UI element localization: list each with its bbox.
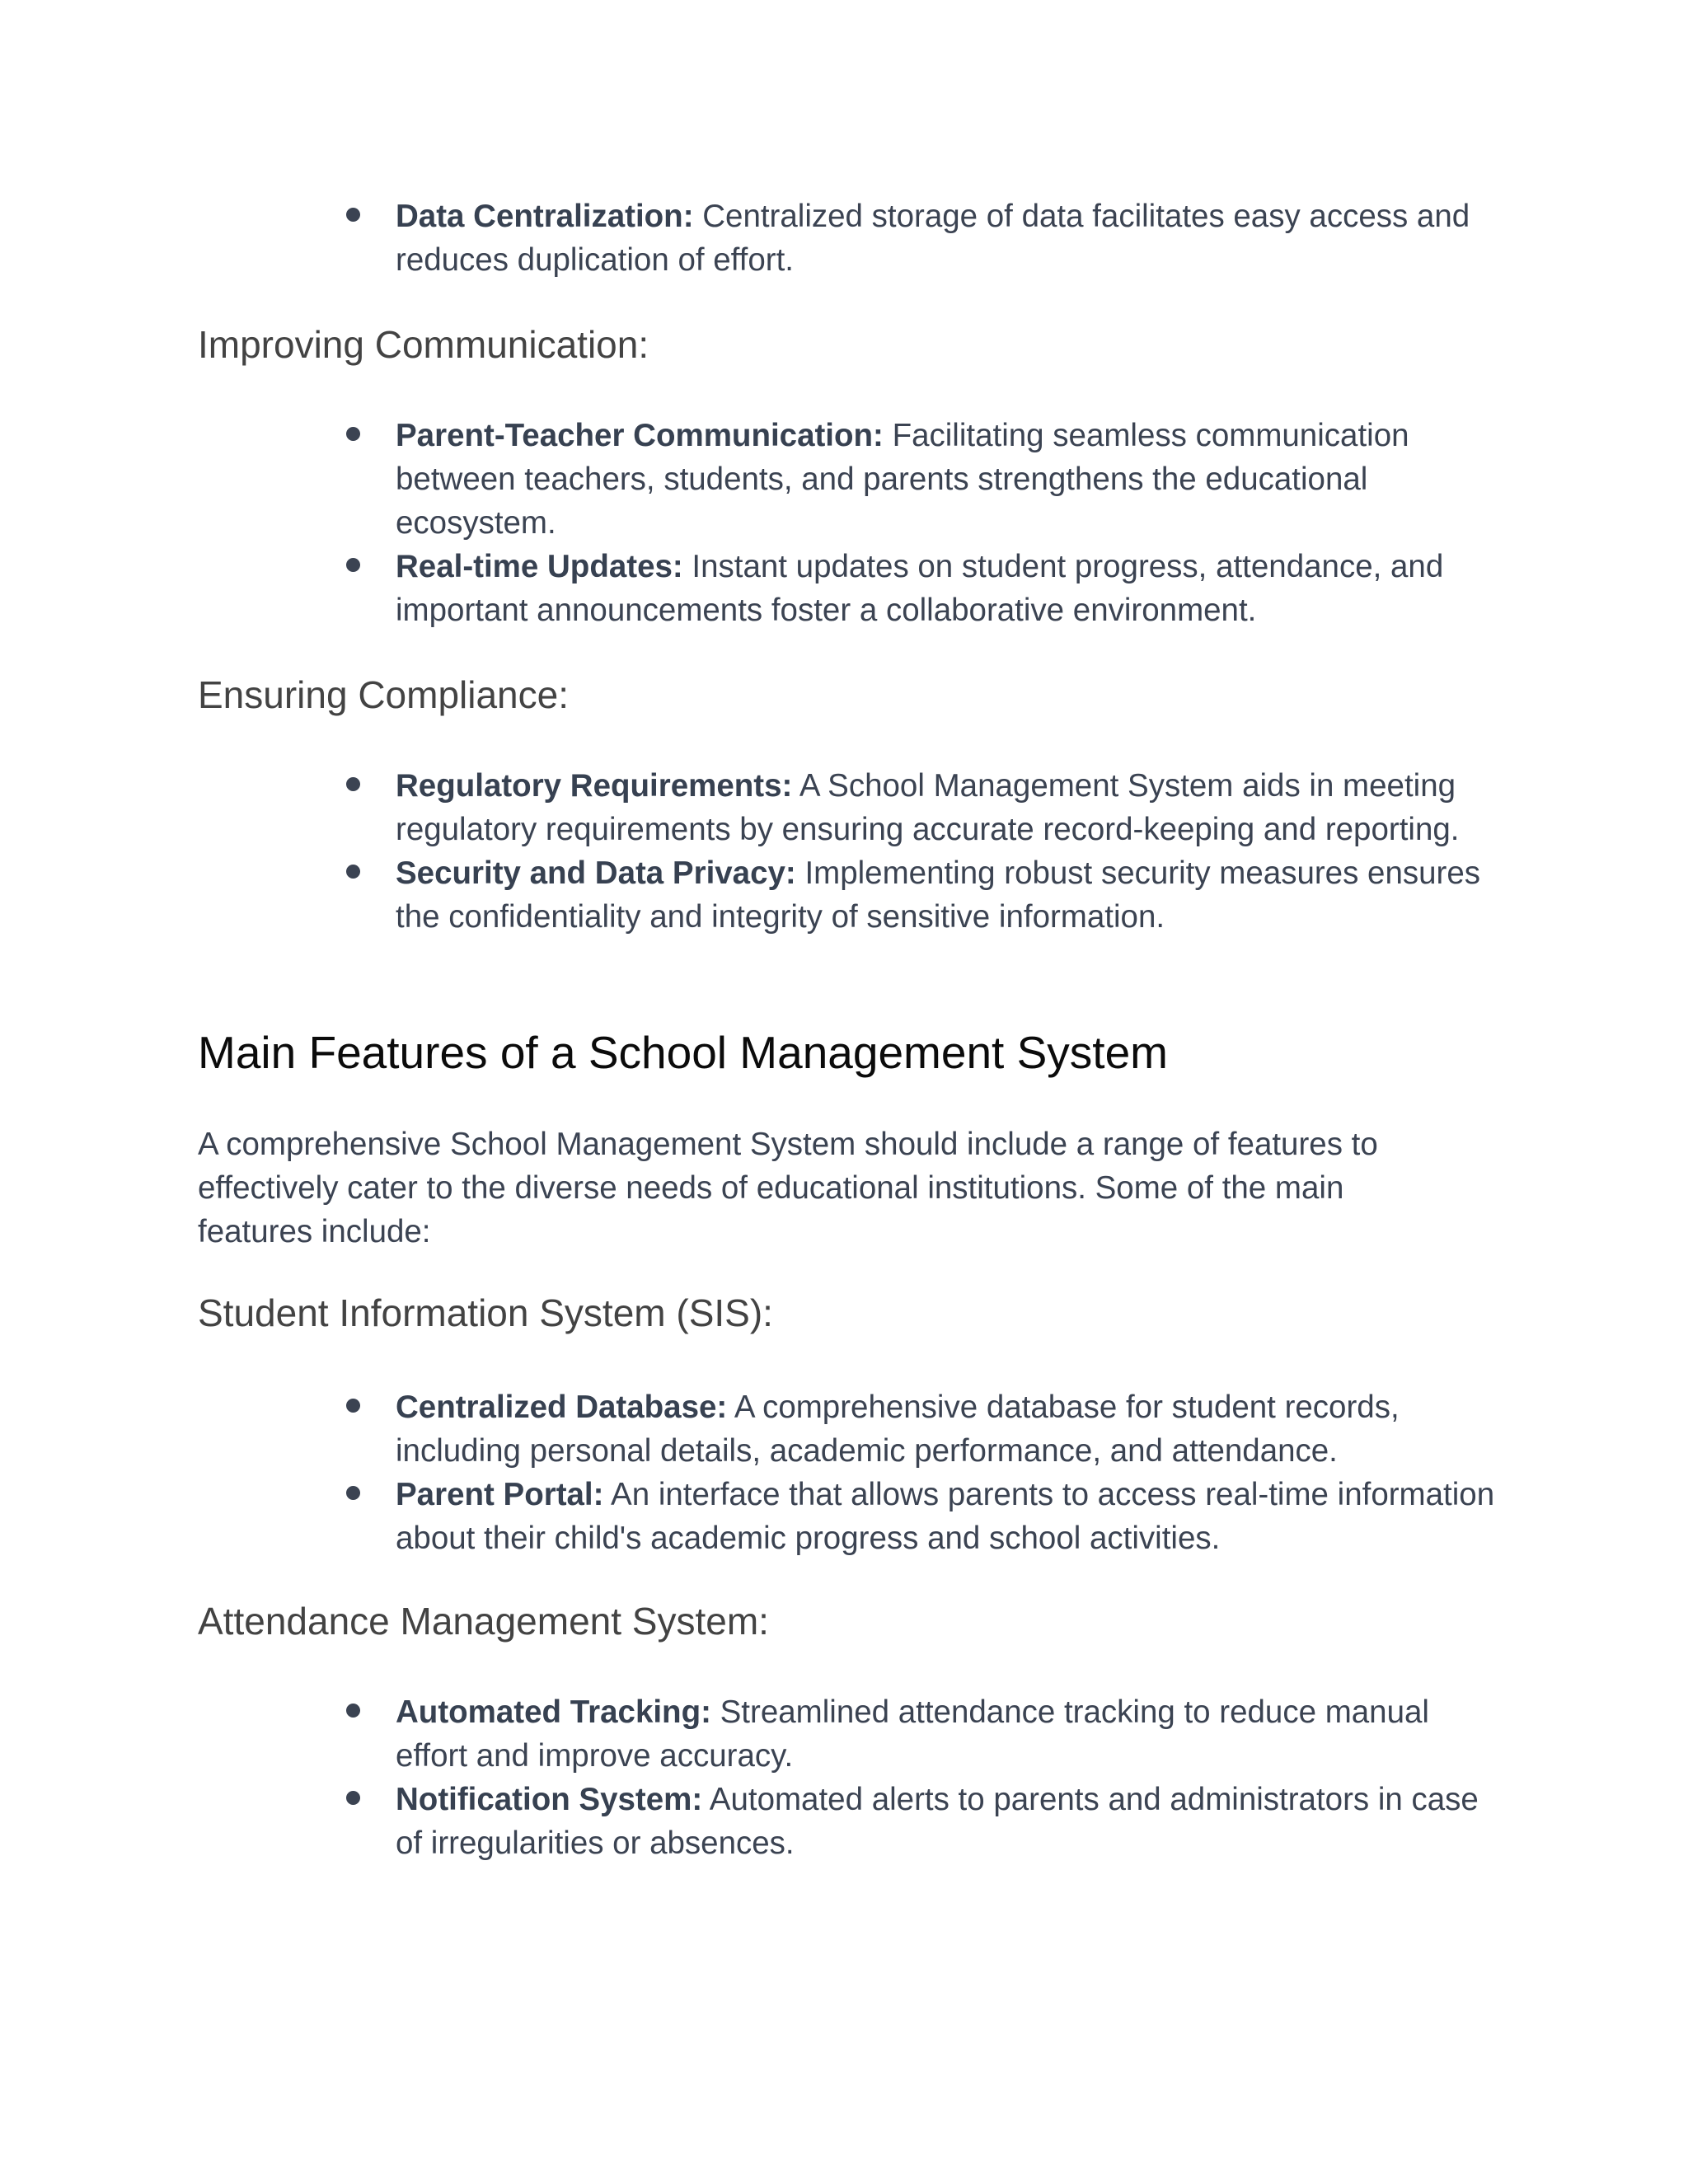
- improving-communication-list: [346, 414, 1500, 632]
- attendance-heading: Attendance Management System:: [198, 1600, 769, 1643]
- list-item-text: Automated alerts to parents and administrators in case of irregularities or absences.: [396, 1782, 1479, 1861]
- list-item-text: A comprehensive database for student records, including personal details, academic performance, and attendance.: [396, 1390, 1400, 1469]
- bullet-icon: [346, 777, 360, 791]
- list-item: [346, 851, 1500, 939]
- main-features-paragraph-block: [198, 1122, 1467, 1254]
- list-item-text: A School Management System aids in meeting regulatory requirements by ensuring accurate record-keeping and reporting.: [396, 768, 1460, 847]
- list-item: [346, 414, 1500, 545]
- sis-list: [346, 1385, 1500, 1560]
- attendance-heading-block: [198, 1599, 1492, 1643]
- list-item-text: An interface that allows parents to access real-time information about their child's academic progress and school activities.: [396, 1477, 1495, 1556]
- list-item-term: Parent-Teacher Communication:: [396, 418, 884, 453]
- improving-communication-heading-block: [198, 322, 1492, 367]
- list-item: [346, 1690, 1500, 1778]
- list-item-term: Real-time Updates:: [396, 549, 683, 584]
- list-item: [346, 545, 1500, 632]
- main-features-paragraph: A comprehensive School Management System should include a range of features to effectively cater to the diverse needs of educational institutions. Some of the main features include:: [198, 1127, 1378, 1249]
- improving-communication-heading: Improving Communication:: [198, 323, 649, 366]
- list-item-term: Parent Portal:: [396, 1477, 604, 1512]
- sis-heading-block: [198, 1291, 1492, 1335]
- list-item: [346, 764, 1500, 851]
- bullet-icon: [346, 208, 360, 222]
- list-item-term: Automated Tracking:: [396, 1694, 711, 1730]
- list-item: [346, 194, 1500, 282]
- attendance-list: [346, 1690, 1500, 1865]
- bullet-icon: [346, 1791, 360, 1805]
- bullet-icon: [346, 1399, 360, 1413]
- list-item: [346, 1473, 1500, 1560]
- sis-heading: Student Information System (SIS):: [198, 1291, 773, 1334]
- list-item-text: Instant updates on student progress, attendance, and important announcements foster a collaborative environment.: [396, 549, 1444, 628]
- list-item: [346, 1778, 1500, 1865]
- ensuring-compliance-heading: Ensuring Compliance:: [198, 673, 570, 716]
- bullet-icon: [346, 1486, 360, 1500]
- list-item-text: Facilitating seamless communication between teachers, students, and parents strengthens the educational ecosystem.: [396, 418, 1409, 541]
- list-item-text: Streamlined attendance tracking to reduce manual effort and improve accuracy.: [396, 1694, 1429, 1774]
- list-item-term: Notification System:: [396, 1782, 703, 1817]
- bullet-icon: [346, 1704, 360, 1718]
- bullet-icon: [346, 427, 360, 441]
- list-item-text: Centralized storage of data facilitates easy access and reduces duplication of effort.: [396, 199, 1470, 278]
- ensuring-compliance-list: [346, 764, 1500, 939]
- main-features-heading: Main Features of a School Management System: [198, 1027, 1168, 1078]
- bullet-icon: [346, 865, 360, 879]
- bullet-icon: [346, 558, 360, 572]
- ensuring-compliance-heading-block: [198, 673, 1492, 717]
- main-features-heading-block: [198, 1026, 1492, 1079]
- list-item: [346, 1385, 1500, 1473]
- data-centralization-list: [346, 194, 1500, 282]
- list-item-term: Centralized Database:: [396, 1390, 728, 1425]
- list-item-text: Implementing robust security measures ensures the confidentiality and integrity of sensitive information.: [396, 855, 1481, 935]
- list-item-term: Data Centralization:: [396, 199, 694, 234]
- list-item-term: Security and Data Privacy:: [396, 855, 796, 891]
- list-item-term: Regulatory Requirements:: [396, 768, 793, 804]
